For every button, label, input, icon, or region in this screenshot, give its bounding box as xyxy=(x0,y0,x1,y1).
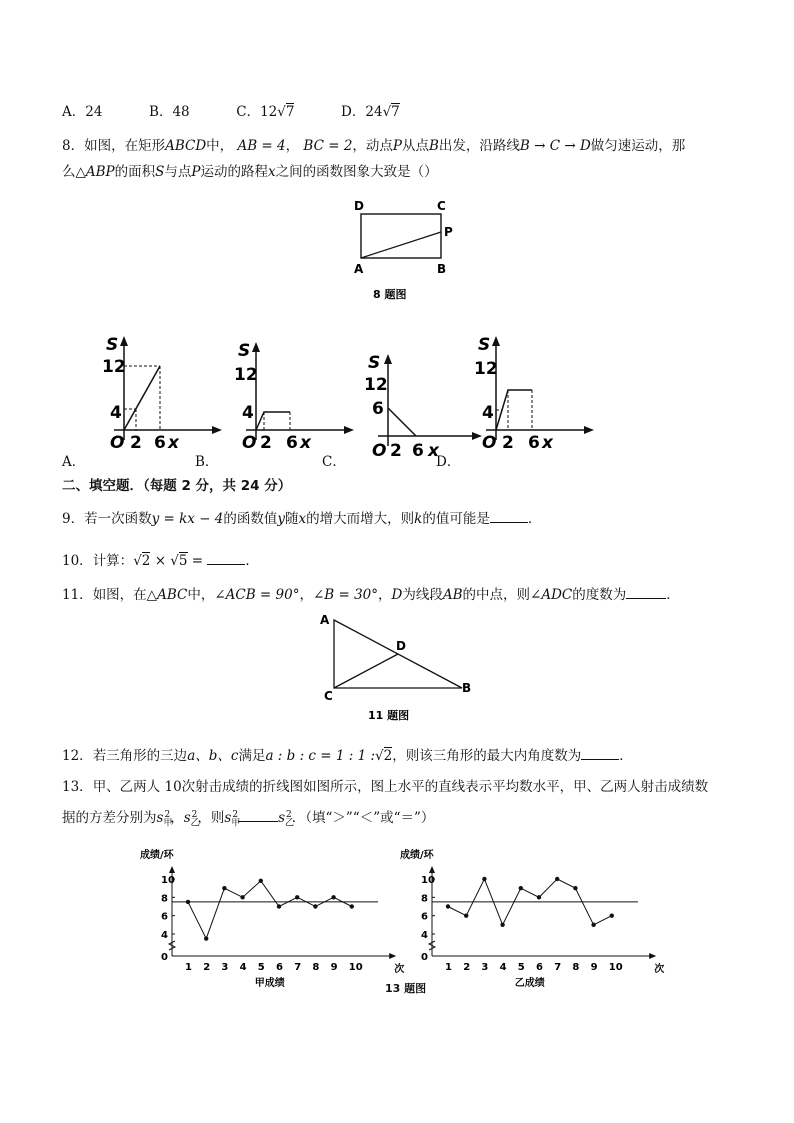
graph-c xyxy=(364,353,482,461)
x-tick-label: 2 xyxy=(203,962,211,973)
q7-option-c: C．12 xyxy=(236,104,278,120)
q8-text: 做匀速运动，那 xyxy=(590,138,686,154)
x-tick-label: 4 xyxy=(239,962,247,973)
q9-text: 的函数值 xyxy=(223,511,278,527)
q13-line2 xyxy=(62,806,434,829)
q8-text: 出发，沿路线 xyxy=(438,138,520,154)
svg-text:O: O xyxy=(482,433,497,453)
q8-caption: 8 题图 xyxy=(373,288,407,301)
x-tick-label: 1 xyxy=(185,962,192,973)
q11-angle-adc: ∠ADC xyxy=(530,587,573,603)
q10 xyxy=(62,549,259,569)
chart-yi xyxy=(400,846,665,990)
axis-break xyxy=(429,941,435,950)
chart-jia xyxy=(140,846,405,990)
q13-text: ．（填“＞”“＜”或“＝”） xyxy=(291,810,435,826)
x-tick-label: 9 xyxy=(330,962,338,973)
data-point xyxy=(259,879,263,883)
q8-text: 与点 xyxy=(164,164,192,180)
svg-text:x: x xyxy=(168,433,179,453)
q13-variance-jia: s xyxy=(156,810,164,826)
q13-sep: ， xyxy=(170,810,184,826)
svg-text:O: O xyxy=(242,433,257,453)
q11-text: 的度数为 xyxy=(572,587,627,603)
x-tick-label: 10 xyxy=(608,962,623,973)
axis-break xyxy=(169,941,175,950)
svg-text:2: 2 xyxy=(260,433,272,453)
q10-end: ． xyxy=(245,553,259,569)
y-tick-label: 8 xyxy=(161,893,168,905)
q8-option-b-label: B． xyxy=(195,454,219,470)
data-point xyxy=(240,895,244,899)
q7-option-c-radicand: 7 xyxy=(285,104,295,120)
q10-number: 10． xyxy=(62,553,93,569)
q9-number: 9． xyxy=(62,511,85,527)
svg-text:12: 12 xyxy=(234,365,258,385)
q7-option-d-radicand: 7 xyxy=(391,104,400,120)
q11-text: 如图，在△ xyxy=(92,587,158,603)
q12-sides: a、b、c xyxy=(187,748,239,764)
data-point xyxy=(331,895,335,899)
y-axis-arrow xyxy=(429,866,435,873)
q11-answer-blank[interactable] xyxy=(626,586,666,599)
q7-options xyxy=(62,100,400,120)
q13-variance-yi: s xyxy=(278,810,285,826)
graph-b xyxy=(234,341,354,453)
q7-option-d: D．24 xyxy=(341,104,383,120)
graph-d xyxy=(474,335,594,453)
q13-number: 13． xyxy=(62,779,93,795)
q9-text: 的增大而增大，则 xyxy=(306,511,415,527)
x-tick-label: 6 xyxy=(536,962,543,973)
q11-text: 的中点，则 xyxy=(462,587,531,603)
q9-y: y xyxy=(277,511,286,527)
x-tick-label: 8 xyxy=(572,962,580,973)
svg-text:6: 6 xyxy=(528,433,540,453)
q13-text: ，则 xyxy=(197,810,225,826)
q13-sub: 乙 xyxy=(190,818,200,829)
q8-abp: ABP xyxy=(85,164,115,180)
q8-line1: 8．如图，在矩形ABCD中， AB = 4， BC = 2，动点P从点B出发，沿路线B → C → D做匀速运动，那 xyxy=(62,138,686,154)
x-tick-label: 2 xyxy=(463,962,471,973)
q11-comma: ， xyxy=(299,587,313,603)
q13-sub: 甲 xyxy=(163,818,173,829)
x-tick-label: 7 xyxy=(294,962,302,973)
x-tick-label: 10 xyxy=(348,962,363,973)
x-tick-label: 5 xyxy=(517,962,525,973)
q13-sup: 2 xyxy=(191,809,198,820)
q8-option-a-label: A． xyxy=(62,454,86,470)
svg-text:S: S xyxy=(106,335,119,355)
q12-end: ． xyxy=(619,748,633,764)
segment-cd xyxy=(334,654,398,688)
svg-text:12: 12 xyxy=(102,357,126,377)
label-d: D xyxy=(354,199,364,213)
y-axis-arrow xyxy=(169,866,175,873)
q8-text: 之间的函数图象大致是（） xyxy=(275,164,438,180)
q8-text: 运动的路程 xyxy=(200,164,268,180)
x-tick-label: 1 xyxy=(445,962,452,973)
x-tick-label: 6 xyxy=(276,962,283,973)
q11-number: 11． xyxy=(62,587,93,603)
svg-text:O: O xyxy=(110,433,125,453)
svg-text:2: 2 xyxy=(390,441,402,461)
q9-text: 的值可能是 xyxy=(422,511,490,527)
q12-number: 12． xyxy=(62,748,93,764)
q8-rectangle-figure xyxy=(345,196,465,306)
svg-text:6: 6 xyxy=(412,441,424,461)
data-point xyxy=(537,895,541,899)
q11-angle-b: ∠B = 30° xyxy=(312,587,379,603)
data-point xyxy=(222,886,226,890)
svg-text:4: 4 xyxy=(242,403,254,423)
q8-bc: BC = 2 xyxy=(303,138,353,154)
q8-p: P xyxy=(392,138,402,154)
q13-variance-yi: s xyxy=(183,810,191,826)
x-axis-label: 次 xyxy=(654,964,665,975)
q11-text: 为线段 xyxy=(402,587,443,603)
series-line xyxy=(188,881,352,939)
chart-title: 乙成绩 xyxy=(514,978,545,989)
q10-radicand-a: 2 xyxy=(141,553,151,569)
q13-sub: 乙 xyxy=(285,818,295,829)
svg-text:x: x xyxy=(542,433,553,453)
segment-ap xyxy=(361,232,441,258)
x-axis-arrow xyxy=(389,953,396,959)
q13-answer-blank[interactable] xyxy=(238,809,278,822)
data-point xyxy=(610,913,614,917)
y-tick-label: 6 xyxy=(421,911,428,923)
data-point xyxy=(204,936,208,940)
q12-text: ，则该三角形的最大内角度数为 xyxy=(392,748,582,764)
y-tick-label: 4 xyxy=(161,930,168,941)
x-tick-label: 7 xyxy=(554,962,562,973)
y-axis-label: 成绩/环 xyxy=(400,850,434,861)
q13-text: 据的方差分别为 xyxy=(62,810,157,826)
q9-function: y = kx − 4 xyxy=(151,511,224,527)
q11-end: ． xyxy=(666,587,680,603)
q8-b: B xyxy=(429,138,439,154)
q12-text: 若三角形的三边 xyxy=(92,748,188,764)
data-point xyxy=(500,923,504,927)
q8-number: 8． xyxy=(62,138,85,154)
data-point xyxy=(186,900,190,904)
y-tick-label: 10 xyxy=(161,875,175,886)
y-tick-label: 8 xyxy=(421,893,428,905)
svg-text:S: S xyxy=(238,341,251,361)
y-tick-label: 6 xyxy=(161,911,168,923)
y-tick-label: 0 xyxy=(421,952,428,963)
svg-text:x: x xyxy=(300,433,311,453)
sqrt-sign: √ xyxy=(277,104,286,120)
y-axis-label: 成绩/环 xyxy=(140,850,174,861)
q8-x: x xyxy=(268,164,276,180)
q10-equals: = xyxy=(191,553,204,569)
label-a: A xyxy=(354,262,364,276)
data-point xyxy=(591,923,595,927)
q10-times: × xyxy=(154,553,166,569)
svg-text:12: 12 xyxy=(474,359,498,379)
svg-text:12: 12 xyxy=(364,375,388,395)
q12-radicand: 2 xyxy=(383,748,393,764)
q8-text: 么△ xyxy=(62,164,86,180)
q9-text: 若一次函数 xyxy=(84,511,152,527)
q12-answer-blank[interactable] xyxy=(581,747,619,760)
q8-path: B → C → D xyxy=(519,138,591,154)
svg-text:O: O xyxy=(372,441,387,461)
q8-p: P xyxy=(191,164,201,180)
x-axis-label: 次 xyxy=(394,964,405,975)
x-tick-label: 3 xyxy=(221,962,229,973)
q10-answer-blank[interactable] xyxy=(207,552,245,565)
q8-text: 从点 xyxy=(402,138,429,154)
q8-option-d-label: D． xyxy=(436,454,461,470)
q9-x: x xyxy=(298,511,307,527)
q11-ab: AB xyxy=(442,587,463,603)
svg-text:S: S xyxy=(368,353,381,373)
q13-sup: 2 xyxy=(232,809,239,820)
q13-sup: 2 xyxy=(164,809,171,820)
q11 xyxy=(62,583,680,603)
x-tick-label: 9 xyxy=(590,962,598,973)
svg-text:6: 6 xyxy=(372,399,384,419)
q8-option-c-label: C． xyxy=(322,454,346,470)
data-point xyxy=(277,904,281,908)
q9 xyxy=(62,507,541,527)
y-tick-label: 10 xyxy=(421,875,435,886)
svg-text:4: 4 xyxy=(110,403,122,423)
label-p: P xyxy=(444,225,453,239)
label-a: A xyxy=(320,613,330,627)
graph-a xyxy=(102,335,222,453)
data-point xyxy=(573,886,577,890)
q10-text: 计算： xyxy=(92,553,134,569)
data-point xyxy=(350,904,354,908)
data-point xyxy=(446,904,450,908)
q11-abc: ABC xyxy=(157,587,188,603)
chart-title: 甲成绩 xyxy=(254,978,285,989)
label-b: B xyxy=(437,262,447,276)
label-c: C xyxy=(437,199,446,213)
q8-option-graphs xyxy=(62,334,752,468)
q7-option-a: A．24 xyxy=(62,104,103,120)
x-axis-arrow xyxy=(649,953,656,959)
label-d: D xyxy=(396,639,406,653)
q12 xyxy=(62,744,633,764)
q8-text: 中， xyxy=(206,138,234,154)
svg-text:6: 6 xyxy=(154,433,166,453)
svg-text:x: x xyxy=(428,441,439,461)
q8-line2 xyxy=(62,160,438,180)
q9-end: ． xyxy=(527,511,542,527)
x-tick-label: 4 xyxy=(499,962,507,973)
svg-text:2: 2 xyxy=(502,433,514,453)
svg-text:2: 2 xyxy=(130,433,142,453)
label-b: B xyxy=(462,681,472,695)
q12-ratio: a : b : c = 1 : 1 : xyxy=(265,748,376,764)
y-tick-label: 0 xyxy=(161,952,168,963)
q9-k: k xyxy=(414,511,423,527)
sqrt-sign: √ xyxy=(133,553,142,569)
q8-s: S xyxy=(155,164,165,180)
q13-line1 xyxy=(62,775,708,795)
data-point xyxy=(464,913,468,917)
q12-text: 满足 xyxy=(238,748,266,764)
q13-variance-jia: s xyxy=(224,810,232,826)
x-tick-label: 3 xyxy=(481,962,489,973)
q13-caption: 13 题图 xyxy=(385,982,427,995)
data-point xyxy=(295,895,299,899)
data-point xyxy=(482,877,486,881)
q8-text: ，动点 xyxy=(352,138,393,154)
q8-text: 的面积 xyxy=(114,164,156,180)
q11-text: ， xyxy=(378,587,392,603)
q8-ab: AB = 4 xyxy=(237,138,286,154)
q8-rect-name: ABCD xyxy=(165,138,207,154)
q7-option-b: B．48 xyxy=(149,104,190,120)
sqrt-sign: √ xyxy=(170,553,179,569)
q11-text: 中， xyxy=(187,587,215,603)
x-tick-label: 5 xyxy=(257,962,265,973)
label-c: C xyxy=(324,689,333,703)
q13-sub: 甲 xyxy=(231,818,241,829)
data-point xyxy=(519,886,523,890)
x-tick-label: 8 xyxy=(312,962,320,973)
sqrt-sign: √ xyxy=(382,104,392,120)
q11-angle-acb: ∠ACB = 90° xyxy=(214,587,300,603)
y-tick-label: 4 xyxy=(421,930,428,941)
q9-text: 随 xyxy=(285,511,299,527)
data-point xyxy=(313,904,317,908)
svg-text:6: 6 xyxy=(286,433,298,453)
q9-answer-blank[interactable] xyxy=(490,510,528,523)
data-point xyxy=(555,877,559,881)
section-title: 二、填空题．（每题 2 分，共 24 分） xyxy=(62,478,292,494)
q11-caption: 11 题图 xyxy=(368,709,410,722)
q11-triangle-figure xyxy=(316,612,486,724)
svg-text:S: S xyxy=(478,335,491,355)
svg-text:4: 4 xyxy=(482,403,494,423)
q13-sup: 2 xyxy=(286,809,292,820)
q8-text: 如图，在矩形 xyxy=(84,138,166,154)
q13-text: 甲、乙两人 10次射击成绩的折线图如图所示，图上水平的直线表示平均数水平，甲、乙两人射击成绩数 xyxy=(92,779,709,795)
sqrt-sign: √ xyxy=(375,748,384,764)
q11-d: D xyxy=(391,587,403,603)
q10-radicand-b: 5 xyxy=(178,553,188,569)
